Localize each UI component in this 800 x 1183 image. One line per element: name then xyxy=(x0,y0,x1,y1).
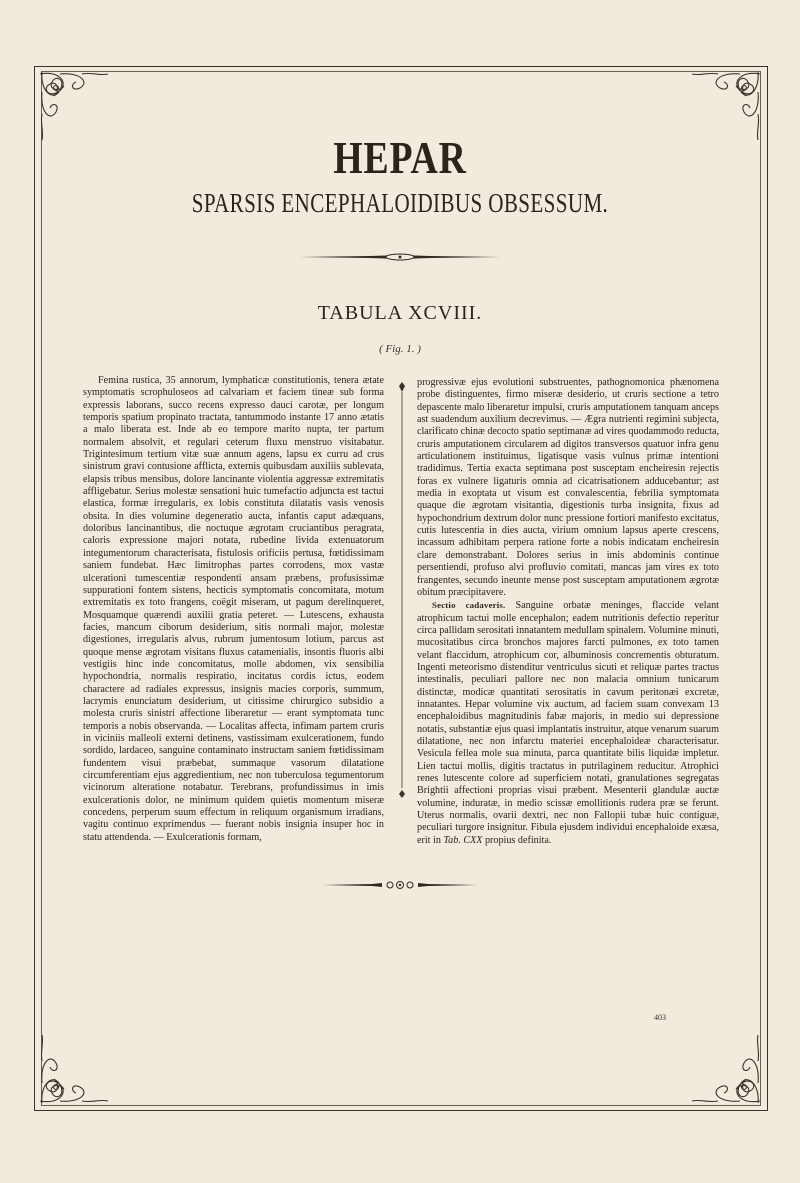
sectio-paragraph xyxy=(417,599,719,847)
sectio-heading: Sectio cadaveris. xyxy=(432,600,506,611)
paragraph: Femina rustica, 35 annorum, lymphaticæ constitutionis, tenera ætate symptomatis scrophuloseos ad calvariam et faciem tineæ sub forma expressis laborans, succo recens expresso dauci carotæ, per longum temporis spatium propinato tractata, tantummodo instante 17 anno ætatis a malo liberata est. Inde ab eo tempore marito nupta, ter partum normalem absolvit, et regulari ceterum fluxu menstruo visitabatur. Trigintesimum tertium vitæ suæ annum agens, lapsu ex curru ad crus sinistrum gravi contusione afflicta, externis quibusdam auxiliis sublevata, elapsis tribus mensibus, dolore lancinante violentia aggressæ extremitatis affligebatur. Serius molestæ sensationi huic tumefactio adjuncta est tactui elastica, formæ irregularis, ex lobis constituta dilatatis vasis venosis obsita. In dies volumine degeneratio aucta, infantis caput adæquans, doloribus lancinantibus, die noctuque ægrotam cruciantibus peragrata, caloris expressione majori notata, rubedine livida extenuatorum integumentorum characterisata, fistulosis orificiis pertusa, fœtidissimam saniem fundebat. Hæc limitrophas partes corrodens, mox vastæ ulcerationi tumescentiæ respondenti ansam præbens, profusissimæ suppurationi fontem sistens, hecticis symptomatis concomitata, motum extremitatis ex toto frangens, coëgit miseram, ut pagum derelinqueret, Mosquamque quærendi auxilii gratia peteret. — Lutescens, exhausta facies, mancum ciborum desiderium, sitis normali major, molestæ digestiones, irregularis alvus, rubrum jumentosum lotium, parcus ast quoque mense ægrotam visitans fluxus catamenialis, insontis fluoris albi vestigiis hinc inde concomitatus, molle abdomen, vix sensibilia hypochondria, normalis respiratio, incitatus cordis ictus, eodem charactere ad radiales expressus, insignis macies corporis, summum, lacrymis enunciatum desiderium, ut citissime chirurgico subsidio a molesta cruris sinistri affectione liberaretur — erant symptomata tunc temporis a nobis observanda. — Localitas affecta, infimam partem cruris in viciniis malleoli externi detinens, vastissimam exulcerationem, fundo sordido, lardaceo, sanguine contaminato instructam saniem fœtidissimam fundentem visui præbebat, summaque vasorum dilatatione circumferentiam ejus aggredientium, nec non tuberculosa tegumentorum vicinorum alteratione notabatur. Terebrans, profundissimus in imis exulcerationis dolor, ne minimum quidem quietis momentum miseræ concedens, perperum suum effectum in reliquum organismum irradians, vagitu continuo exprimendus — fuerant nobis insignia insuper hoc in statu attendenda. — Exulcerationis formam, xyxy=(83,375,384,843)
sectio-text: Sanguine orbatæ meninges, flaccide velant atrophicum tactui molle encephalon; eadem nutritionis defectio reperitur circa pallidam serositati innatantem medullam spinalem. Volumine minuti, mucositatibus circa bronchos majores farcti pulmones, ex toto tamen velant flaccidum, atrophicum cor, albuminosis concrementis obturatum. Ingenti meteorismo distenditur ventriculus sicuti et reliquæ partes tractus intestinalis, peculiari pallore nec non malacia omnium tunicarum distinctæ, modicæ quantitati serositatis in cavum peritonæi excretæ, innatantes. Hepar volumine vix auctum, ad faciem suam convexam 13 encephaloidibus magnitudinis fabæ majoris, in medio sui depressione notatis, substantiæ ejus quasi implantatis instruitur, atque venarum suarum dilatatione, nec non infarctu materiei encephaloideæ characterisatur. Vesicula fellea mole sua minuta, parca quantitate bilis liquidæ impletur. Lien tactui mollis, digitis tractatus in putrilaginem reducitur. Atrophici renes lutescente colore ad superficiem notati, granulationes segregatas Brightii affectioni proprias visui præbent. Mesenterii glandulæ auctæ volumine, induratæ, in medio scissæ emollitionis rudera præ se ferunt. Uterus normalis, ovarii dextri, nec non Fallopii tubæ huic contiguæ, peculiari turgore insignitur. Fibula ejusdem individui encephaloide exæsa, erit in xyxy=(417,600,719,846)
text-column-right xyxy=(417,377,719,847)
ornamental-rule-top xyxy=(300,250,500,262)
corner-ornament-bottom-left xyxy=(30,1023,120,1113)
plate-number: TABULA XCVIII. xyxy=(317,302,483,324)
corner-ornament-bottom-right xyxy=(680,1023,770,1113)
column-separator xyxy=(398,380,406,800)
figure-label: ( Fig. 1. ) xyxy=(379,343,421,355)
text-column-left xyxy=(83,375,384,844)
page-subtitle: SPARSIS ENCEPHALOIDIBUS OBSESSUM. xyxy=(191,188,609,218)
ornamental-rule-bottom xyxy=(322,878,478,892)
plate-reference: Tab. CXX xyxy=(443,834,483,846)
page-title: HEPAR xyxy=(333,132,467,183)
paragraph: progressivæ ejus evolutioni substruentes, pathognomonica phænomena probe distinguentes, firmo miseræ desiderio, ut cruris sectione a tetro depascente malo liberaretur impulsi, cruris amputationem tanquam anceps ast suadendum auxilium decrevimus. — Ægra nutrienti regimini subjecta, clarificato chinæ decocto spatio septimanæ ad vires quodammodo reducta, cruris amputationem circularem ad digitos transversos quatuor infra genu articulationem instituimus, ligatisque vasis vulnus primæ intentioni tradidimus. Tertia exacta septimana post susceptam encheiresin rejectis foras ex vulnere ligaturis omnia ad cicatrisationem adducebantur; ast media in exoptata ut visum est convalescentia, febrilia symptomata quaque die ægrotam visitantia, digestionis turba insignita, fixus ad hypochondrium dextrum dolor nunc pressione fortiori manifesto excitatus, cutis lutescentia in dies aucta, virium omnium lapsus aperte crescens, incassum adhibitam perpera ratione forte a nobis indicatam encheiresin clare demonstrabant. Dolores serius in imis abdominis continue persentiendi, profuso alvi profluvio comitati, mancas jam vires ex toto frangentes, secundo ineunte mense post susceptam amputationem ægrotæ obitum præcipitavere. xyxy=(417,377,719,598)
page-number: 403 xyxy=(654,1013,666,1022)
sectio-end: propius definita. xyxy=(482,834,552,846)
